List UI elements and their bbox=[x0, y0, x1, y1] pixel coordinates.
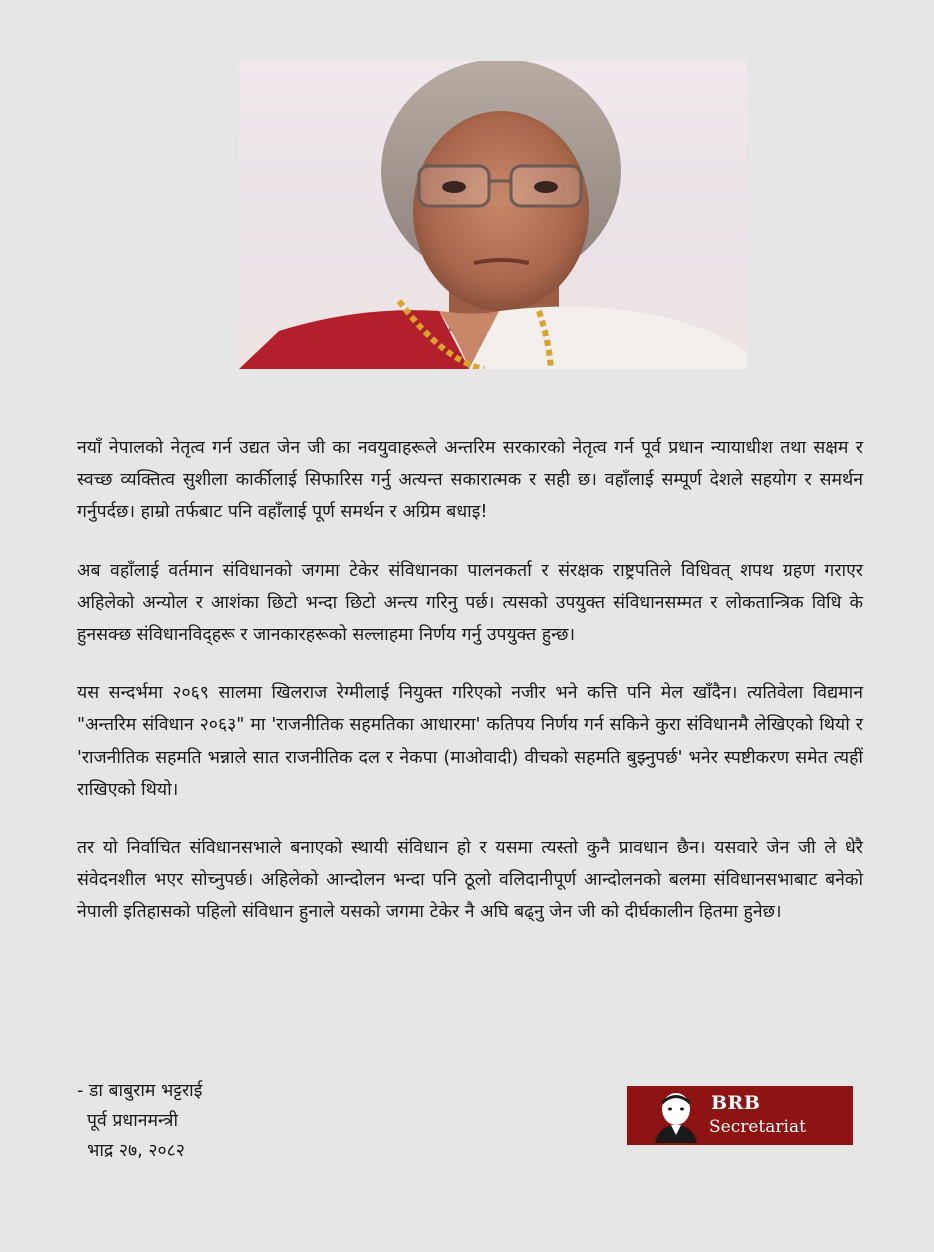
statement-body bbox=[77, 432, 863, 955]
portrait-figure bbox=[239, 61, 747, 369]
paragraph-2: अब वहाँलाई वर्तमान संविधानको जगमा टेकेर संविधानका पालनकर्ता र संरक्षक राष्ट्रपतिले विधिवत् शपथ ग्रहण गराएर अहिलेको अन्योल र आशंका छिटो भन्दा छिटो अन्त्य गरिनु पर्छ। त्यसको उपयुक्त संविधानसम्मत र लोकतान्त्रिक विधि के हुनसक्छ संविधानविद्हरू र जानकारहरूको सल्लाहमा निर्णय गर्नु उपयुक्त हुन्छ। bbox=[77, 560, 863, 646]
paragraph-4: तर यो निर्वाचित संविधानसभाले बनाएको स्थायी संविधान हो र यसमा त्यस्तो कुनै प्रावधान छैन। यसवारे जेन जी ले धेरै संवेदनशील भएर सोच्नुपर्छ। अहिलेको आन्दोलन भन्दा पनि ठूलो वलिदानीपूर्ण आन्दोलनको बलमा संविधानसभाबाट बनेको नेपाली इतिहासको पहिलो संविधान हुनाले यसको जगमा टेकेर नै अघि बढ्नु जेन जी को दीर्घकालीन हितमा हुनेछ। bbox=[77, 838, 863, 923]
portrait-photo bbox=[239, 61, 747, 369]
logo-text-secretariat: Secretariat bbox=[709, 1117, 806, 1137]
statement-date: भाद्र २७, २०८२ bbox=[87, 1141, 185, 1161]
signatory-title: पूर्व प्रधानमन्त्री bbox=[87, 1111, 179, 1131]
paragraph-3: यस सन्दर्भमा २०६९ सालमा खिलराज रेग्मीलाई नियुक्त गरिएको नजीर भने कत्ति पनि मेल खाँदैन। त्यतिवेला विद्यमान "अन्तरिम संविधान २०६३" मा 'राजनीतिक सहमतिका आधारमा' कतिपय निर्णय गर्न सकिने कुरा संविधानमै लेखिएको थियो र 'राजनीतिक सहमति भन्नाले सात राजनीतिक दल र नेकपा (माओवादी) वीचको सहमति बुझ्नुपर्छ' भनेर स्पष्टीकरण समेत त्यहीं राखिएको थियो। bbox=[77, 683, 863, 800]
logo-text-brb: BRB bbox=[711, 1092, 761, 1114]
signature-block bbox=[77, 1076, 202, 1166]
paragraph-1: नयाँ नेपालको नेतृत्व गर्न उद्यत जेन जी का नवयुवाहरूले अन्तरिम सरकारको नेतृत्व गर्न पूर्व प्रधान न्यायाधीश तथा सक्षम र स्वच्छ व्यक्तित्व सुशीला कार्कीलाई सिफारिस गर्नु अत्यन्त सकारात्मक र सही छ। वहाँलाई सम्पूर्ण देशले सहयोग र समर्थन गर्नुपर्दछ। हाम्रो तर्फबाट पनि वहाँलाई पूर्ण समर्थन र अग्रिम बधाइ! bbox=[77, 438, 863, 523]
logo-portrait-icon bbox=[649, 1089, 703, 1143]
signatory-name: - डा बाबुराम भट्टराई bbox=[77, 1081, 203, 1101]
brb-secretariat-logo bbox=[627, 1086, 853, 1145]
